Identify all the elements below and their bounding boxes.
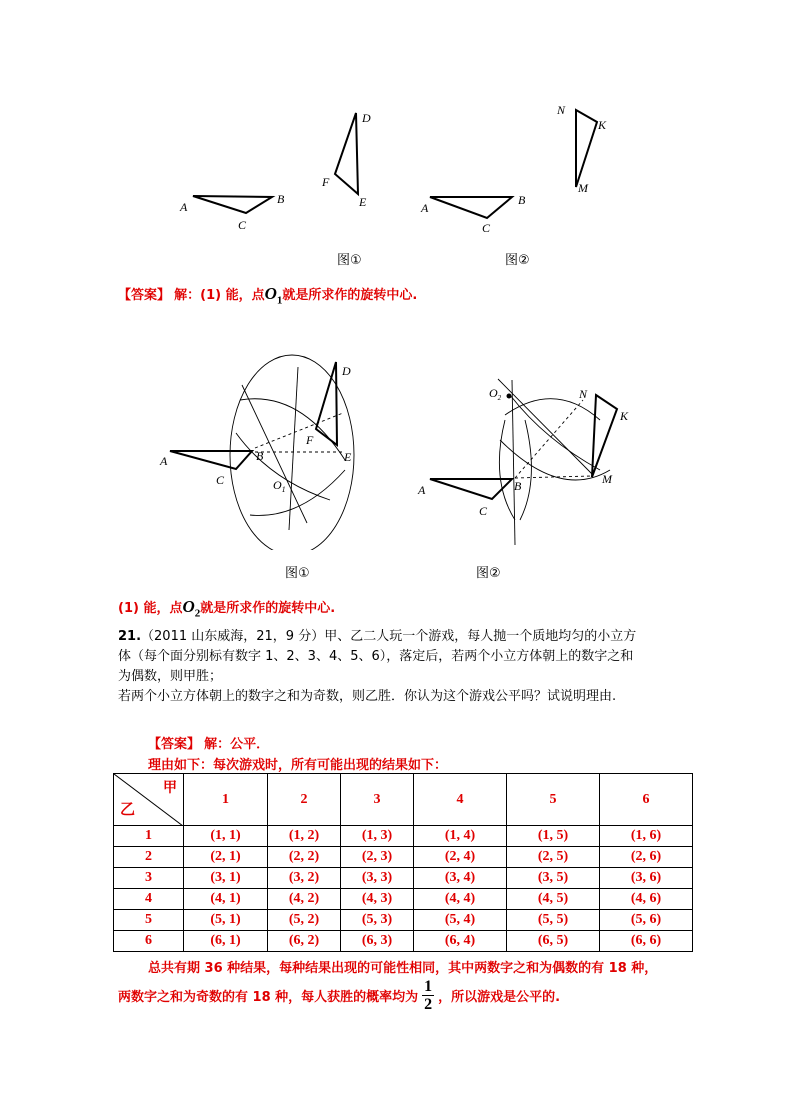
label-f: F bbox=[322, 175, 330, 189]
point-o1-symbol: $O_1$ bbox=[264, 284, 283, 307]
table-cell: (4, 2) bbox=[268, 889, 341, 910]
label-d: D bbox=[342, 364, 351, 378]
table-cell: (1, 1) bbox=[184, 826, 268, 847]
dashed-line bbox=[515, 400, 583, 478]
table-cell: (2, 1) bbox=[184, 847, 268, 868]
label-o2: $O_2$ bbox=[489, 386, 502, 402]
perp-bisector bbox=[242, 385, 307, 523]
label-f: F bbox=[306, 433, 314, 447]
triangle-abc-2 bbox=[430, 479, 512, 499]
construction-arc bbox=[520, 420, 531, 520]
top-figures bbox=[0, 90, 790, 270]
table-cell: (4, 5) bbox=[507, 889, 600, 910]
row-header: 4 bbox=[114, 889, 184, 910]
question-21 bbox=[118, 627, 718, 707]
table-cell: (5, 4) bbox=[414, 910, 507, 931]
table-cell: (5, 2) bbox=[268, 910, 341, 931]
table-cell: (1, 3) bbox=[341, 826, 414, 847]
table-cell: (5, 6) bbox=[600, 910, 693, 931]
label-a-2: A bbox=[421, 201, 429, 215]
corner-top-label: 甲 bbox=[163, 780, 177, 796]
table-row bbox=[114, 931, 693, 952]
column-header: 4 bbox=[414, 774, 507, 826]
table-cell: (3, 5) bbox=[507, 868, 600, 889]
label-n: N bbox=[579, 387, 588, 401]
table-cell: (2, 3) bbox=[341, 847, 414, 868]
corner-bottom-label: 乙 bbox=[120, 800, 136, 818]
answer-1-before: 解：(1) 能，点 bbox=[174, 288, 265, 303]
conclusion-line1: 总共有期 36 种结果，每种结果出现的可能性相同，其中两数字之和为偶数的有 18 种， bbox=[148, 961, 658, 976]
table-row bbox=[114, 868, 693, 889]
label-b: B bbox=[256, 449, 264, 463]
table-cell: (6, 6) bbox=[600, 931, 693, 952]
label-b-2: B bbox=[514, 479, 522, 493]
perp-bisector bbox=[289, 367, 298, 530]
table-row bbox=[114, 889, 693, 910]
answer-2-before: (1) 能，点 bbox=[118, 601, 183, 616]
table-cell: (6, 2) bbox=[268, 931, 341, 952]
fraction-denominator: 2 bbox=[424, 996, 433, 1013]
label-o1: $O_1$ bbox=[273, 478, 286, 494]
table-cell: (1, 6) bbox=[600, 826, 693, 847]
caption-fig2-bottom: 图② bbox=[476, 566, 501, 581]
label-c: C bbox=[216, 473, 225, 487]
point-o2-dot bbox=[507, 394, 512, 399]
table-cell: (5, 1) bbox=[184, 910, 268, 931]
table-row bbox=[114, 847, 693, 868]
answer-3-reason: 理由如下：每次游戏时，所有可能出现的结果如下： bbox=[148, 758, 448, 773]
table-cell: (6, 1) bbox=[184, 931, 268, 952]
row-header: 1 bbox=[114, 826, 184, 847]
table-cell: (6, 3) bbox=[341, 931, 414, 952]
caption-fig1-bottom: 图① bbox=[285, 566, 310, 581]
caption-fig2-top: 图② bbox=[505, 253, 530, 268]
construction-figures bbox=[0, 345, 790, 550]
table-cell: (4, 4) bbox=[414, 889, 507, 910]
table-cell: (4, 1) bbox=[184, 889, 268, 910]
label-m: M bbox=[602, 472, 612, 486]
column-header: 5 bbox=[507, 774, 600, 826]
fraction-one-half bbox=[422, 978, 434, 1013]
label-a: A bbox=[180, 200, 188, 214]
label-d: D bbox=[362, 111, 371, 125]
answer-2 bbox=[118, 597, 335, 619]
perp-bisector bbox=[498, 379, 592, 474]
table-cell: (5, 3) bbox=[341, 910, 414, 931]
table-row bbox=[114, 826, 693, 847]
answer-tag: 【答案】 bbox=[118, 288, 171, 303]
table-row bbox=[114, 910, 693, 931]
table-cell: (4, 3) bbox=[341, 889, 414, 910]
label-c-2: C bbox=[482, 221, 491, 235]
answer-1-after: 就是所求作的旋转中心. bbox=[282, 288, 418, 303]
triangle-def bbox=[316, 362, 337, 445]
conclusion-line2-after: ，所以游戏是公平的. bbox=[438, 990, 561, 1005]
triangle-abc bbox=[193, 196, 272, 213]
label-b: B bbox=[277, 192, 285, 206]
label-k: K bbox=[620, 409, 629, 423]
dashed-line bbox=[255, 413, 343, 448]
table-cell: (3, 1) bbox=[184, 868, 268, 889]
question-21-line1: 21.（2011 山东威海，21，9 分）甲、乙二人玩一个游戏，每人抛一个质地均匀的小立方 bbox=[118, 629, 637, 644]
table-cell: (4, 6) bbox=[600, 889, 693, 910]
table-cell: (2, 6) bbox=[600, 847, 693, 868]
triangle-def bbox=[335, 113, 358, 194]
table-cell: (3, 2) bbox=[268, 868, 341, 889]
column-header: 6 bbox=[600, 774, 693, 826]
table-cell: (6, 5) bbox=[507, 931, 600, 952]
row-header: 6 bbox=[114, 931, 184, 952]
conclusion-line2-before: 两数字之和为奇数的有 18 种，每人获胜的概率均为 bbox=[118, 990, 419, 1005]
caption-fig1-top: 图① bbox=[337, 253, 362, 268]
column-header: 1 bbox=[184, 774, 268, 826]
question-21-line4: 若两个小立方体朝上的数字之和为奇数，则乙胜．你认为这个游戏公平吗？试说明理由. bbox=[118, 689, 617, 704]
row-header: 3 bbox=[114, 868, 184, 889]
label-e: E bbox=[344, 450, 352, 464]
table-cell: (2, 4) bbox=[414, 847, 507, 868]
label-a-2: A bbox=[418, 483, 426, 497]
label-b-2: B bbox=[518, 193, 526, 207]
triangle-nkm bbox=[576, 110, 597, 187]
table-cell: (2, 2) bbox=[268, 847, 341, 868]
question-number: 21. bbox=[118, 629, 142, 644]
column-header: 2 bbox=[268, 774, 341, 826]
answer-tag: 【答案】 bbox=[148, 737, 201, 752]
table-corner bbox=[114, 774, 184, 826]
table-cell: (6, 4) bbox=[414, 931, 507, 952]
construction-arc bbox=[250, 470, 345, 515]
table-cell: (1, 5) bbox=[507, 826, 600, 847]
label-e: E bbox=[359, 195, 367, 209]
label-a: A bbox=[160, 454, 168, 468]
label-c: C bbox=[238, 218, 247, 232]
label-n: N bbox=[557, 103, 566, 117]
label-k: K bbox=[598, 118, 607, 132]
table-cell: (1, 4) bbox=[414, 826, 507, 847]
triangle-nkm bbox=[592, 395, 617, 477]
answer-2-after: 就是所求作的旋转中心. bbox=[200, 601, 336, 616]
table-cell: (3, 4) bbox=[414, 868, 507, 889]
answer-1 bbox=[118, 284, 417, 306]
column-header: 3 bbox=[341, 774, 414, 826]
row-header: 5 bbox=[114, 910, 184, 931]
table-cell: (2, 5) bbox=[507, 847, 600, 868]
table-cell: (1, 2) bbox=[268, 826, 341, 847]
triangle-abc-2 bbox=[430, 197, 512, 218]
table-cell: (3, 3) bbox=[341, 868, 414, 889]
fraction-numerator: 1 bbox=[424, 978, 433, 995]
row-header: 2 bbox=[114, 847, 184, 868]
answer-3-text: 解：公平． bbox=[204, 737, 270, 752]
triangle-abc bbox=[170, 451, 252, 469]
answer-3 bbox=[148, 733, 269, 752]
conclusion-line2 bbox=[118, 978, 560, 1013]
label-c-2: C bbox=[479, 504, 488, 518]
point-o2-symbol: $O_2$ bbox=[182, 597, 201, 620]
question-21-line3: 为偶数，则甲胜； bbox=[118, 669, 223, 684]
construction-arc bbox=[505, 399, 600, 420]
outcomes-table bbox=[113, 773, 693, 952]
table-cell: (5, 5) bbox=[507, 910, 600, 931]
perp-bisector bbox=[512, 380, 515, 545]
label-m: M bbox=[578, 181, 588, 195]
question-21-line2: 体（每个面分别标有数字 1、2、3、4、5、6），落定后，若两个小立方体朝上的数字之和 bbox=[118, 649, 634, 664]
table-cell: (3, 6) bbox=[600, 868, 693, 889]
